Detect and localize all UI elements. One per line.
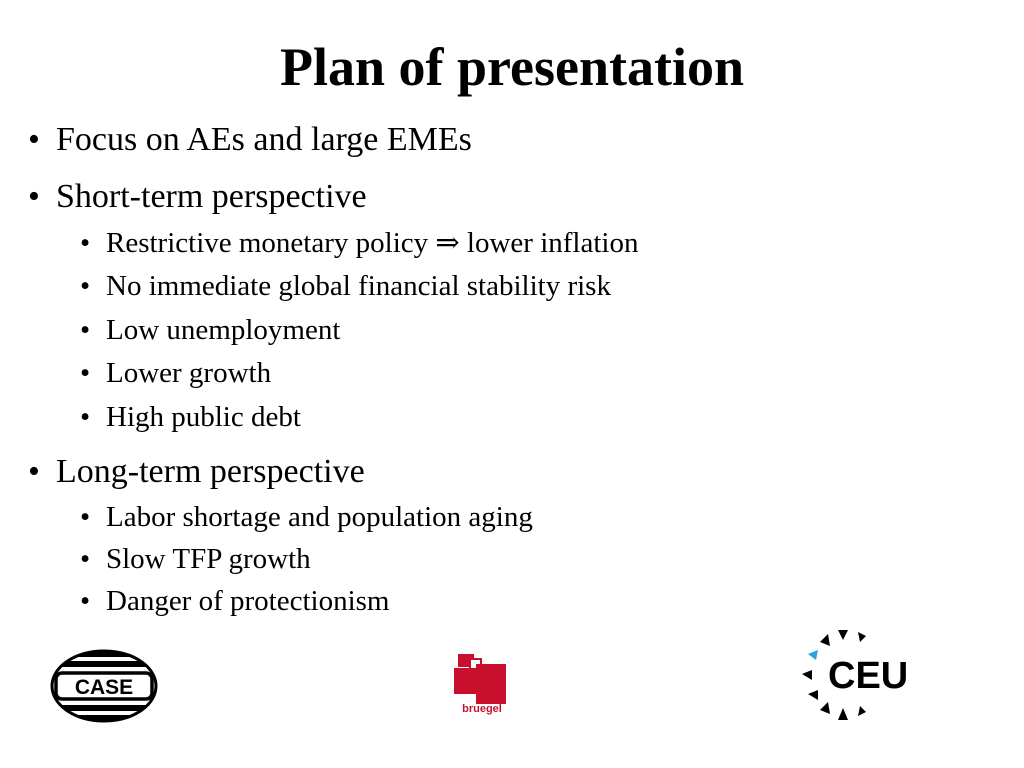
bullet-marker: • [80,270,91,302]
sub-bullet-item [80,541,311,577]
bullet-marker: • [80,314,91,346]
slide-title: Plan of presentation [279,37,744,97]
bullet-text: High public debt [106,401,301,433]
bullet-marker: • [80,585,91,617]
bullet-text: Long-term perspective [56,453,365,490]
bullet-marker: • [28,453,40,490]
case-logo-icon [50,648,158,724]
sub-bullet-item [80,268,611,304]
sub-bullet-item [80,225,638,261]
bullet-item [28,177,367,217]
bullet-text: Labor shortage and population aging [106,501,533,533]
bullet-item [28,452,365,492]
bruegel-logo-icon [450,650,514,716]
ceu-logo-icon [798,626,920,724]
bullet-text: Low unemployment [106,314,341,346]
sub-bullet-item [80,312,340,348]
sub-bullet-item [80,499,533,535]
sub-bullet-item [80,583,389,619]
bruegel-logo-text: bruegel [462,703,502,715]
ceu-logo-text: CEU [828,655,909,697]
bullet-text: No immediate global financial stability risk [106,270,611,302]
bullet-marker: • [80,227,91,259]
bullet-text: Danger of protectionism [106,585,390,617]
bullet-text: Restrictive monetary policy ⇒ lower inflation [106,227,639,259]
bullet-text: Focus on AEs and large EMEs [56,121,472,158]
bullet-marker: • [80,357,91,389]
case-logo-text: CASE [74,676,134,699]
bullet-text: Slow TFP growth [106,543,311,575]
bullet-marker: • [80,401,91,433]
sub-bullet-item [80,355,271,391]
bullet-marker: • [28,178,40,215]
bullet-text: Short-term perspective [56,178,367,215]
sub-bullet-item [80,399,301,435]
bullet-item [28,120,472,160]
bullet-marker: • [80,501,91,533]
bullet-marker: • [28,121,40,158]
bullet-marker: • [80,543,91,575]
bullet-text: Lower growth [106,357,272,389]
